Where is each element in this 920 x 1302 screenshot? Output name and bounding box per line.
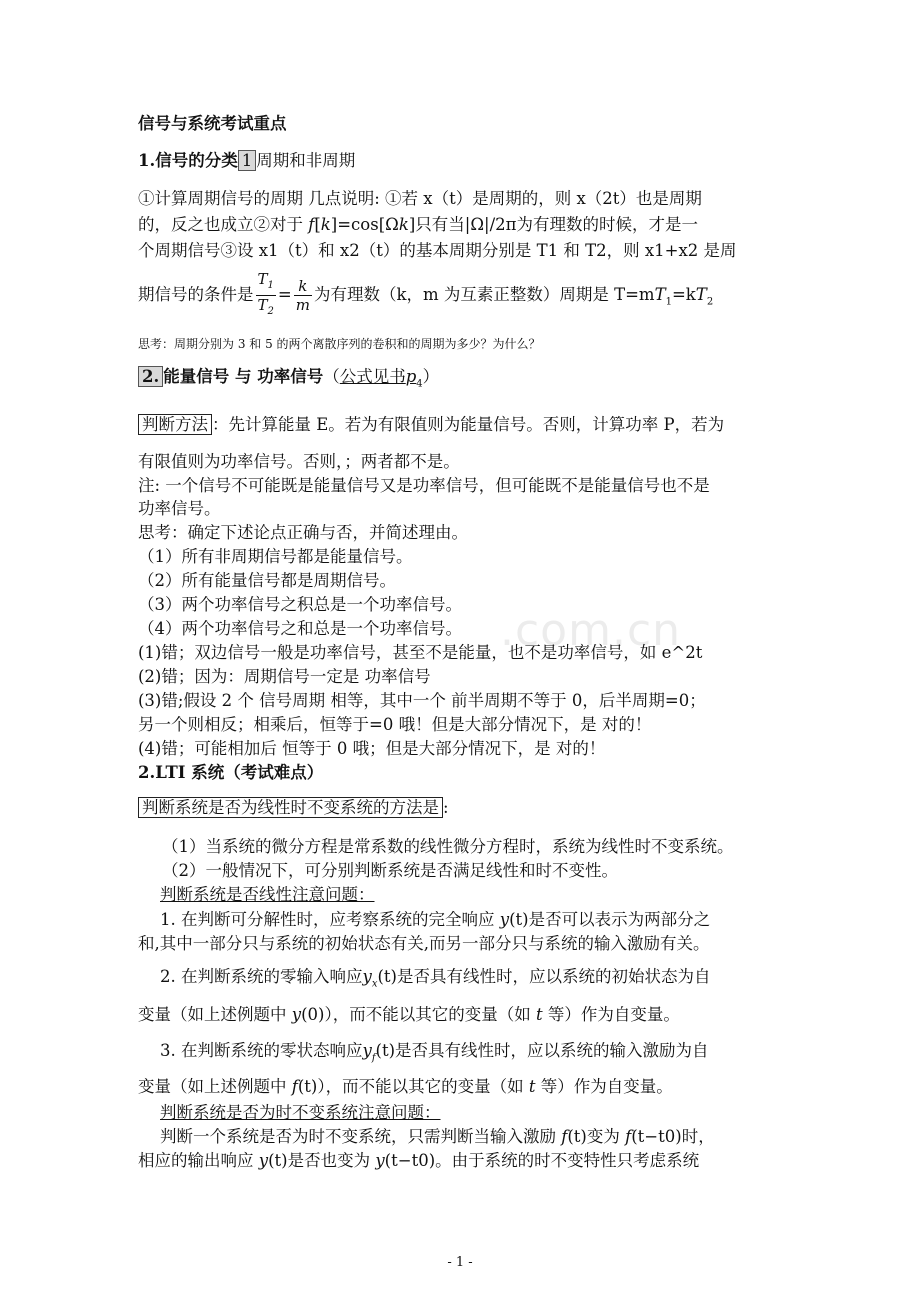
s3-li2d-text: ），而不能以其它的变量（如	[324, 1005, 536, 1024]
s3-li2b-text: 是否具有线性时，应以系统的初始状态为自	[396, 967, 711, 986]
s3-li3c-text: 变量（如上述例题中	[138, 1077, 292, 1096]
s3-li2-t: (t)	[377, 967, 397, 986]
s3-method-colon: :	[443, 798, 449, 817]
frac-k: k	[294, 277, 312, 296]
s2-a2: (2)错；因为：周期信号一定是 功率信号	[138, 667, 431, 686]
s2-note1: 注: 一个信号不可能既是能量信号又是功率信号，但可能既不是能量信号也不是	[138, 476, 710, 495]
s1-line4-T3: T	[695, 285, 707, 304]
s3-li3-t: (t)	[375, 1041, 396, 1060]
s1-line4-T3-sub: 2	[706, 296, 714, 308]
s3-li2c-text: 变量（如上述例题中	[138, 1005, 292, 1024]
section1-number-box: 1	[238, 150, 257, 171]
s3-ti1-ft: (t)	[567, 1127, 587, 1146]
s3-ti1	[160, 1126, 788, 1148]
section1-heading-tail: 周期和非周期	[256, 151, 356, 170]
section2-heading	[138, 364, 788, 397]
s3-li3-y: y	[362, 1041, 372, 1060]
s1-line4	[138, 270, 788, 322]
s3-li3-tvar: t	[528, 1077, 536, 1096]
s3-li2-sub: x	[371, 978, 378, 990]
s3-p1: （1）当系统的微分方程是常系数的线性微分方程时，系统为线性时不变系统。	[162, 837, 734, 856]
s3-li2-y: y	[362, 967, 372, 986]
s2-reference-p: p	[405, 367, 417, 386]
s3-li3e-text: 等）作为自变量。	[535, 1077, 673, 1096]
s3-li2-tvar: t	[535, 1005, 543, 1024]
period-ratio-fraction	[256, 270, 276, 321]
s1-line4-b: 为有理数（k，m 为互素正整数）周期是 T=m	[313, 285, 655, 304]
s3-li2c	[138, 1004, 788, 1026]
s3-li3-ft: (t)	[297, 1077, 318, 1096]
s3-li3-sub: f	[371, 1052, 376, 1064]
s3-ti1a-text: 判断一个系统是否为时不变系统，只需判断当输入激励	[160, 1127, 562, 1146]
s3-ti1b-text: 变为	[586, 1127, 626, 1146]
frac-T1-sub: 1	[267, 280, 274, 291]
s2-a1: (1)错；双边信号一般是功率信号，甚至不是能量，也不是功率信号，如 e^2t	[138, 643, 703, 662]
s3-li3c	[138, 1076, 788, 1098]
s1-line2-b: [	[314, 215, 321, 234]
s3-ti2c-text: 。由于系统的时不变特性只考虑系统	[435, 1151, 700, 1170]
s3-li2a-text: 2. 在判断系统的零输入响应	[160, 967, 363, 986]
s3-ti2a-text: 相应的输出响应	[138, 1151, 259, 1170]
s3-ti2-yt2: (t−t0)	[384, 1151, 436, 1170]
s3-li1c: 和,其中一部分只与系统的初始状态有关,而另一部分只与系统的输入激励有关。	[138, 934, 710, 953]
s2-method-line1	[138, 414, 788, 436]
s3-li1b-text: 是否可以表示为两部分之	[528, 910, 711, 929]
s3-li2a	[160, 966, 788, 995]
s1-line3: 个周期信号③设 x1（t）和 x2（t）的基本周期分别是 T1 和 T2，则 x1+x2 是周	[138, 241, 737, 260]
s3-method-box: 判断系统是否为线性时不变系统的方法是	[138, 797, 443, 818]
section3-heading-b: 系统（考试难点）	[191, 763, 324, 782]
s2-note2: 功率信号。	[138, 499, 221, 518]
s3-ti2	[138, 1150, 788, 1172]
s2-q2: （2）所有能量信号都是周期信号。	[138, 571, 396, 590]
s1-line2-f: f	[308, 215, 315, 234]
s1-line4-c: =k	[671, 285, 696, 304]
section3-heading-a: 2.LTI	[138, 763, 192, 782]
s2-think: 思考：确定下述论点正确与否，并简述理由。	[138, 523, 468, 542]
s3-linear-title: 判断系统是否线性注意问题：	[160, 885, 375, 904]
s3-li1-y: y	[499, 910, 510, 929]
s3-ti2b-text: 是否也变为	[287, 1151, 376, 1170]
s2-reference-text: 公式见书	[339, 367, 406, 386]
s3-li1-t: (t)	[509, 910, 529, 929]
s1-line4-a: 期信号的条件是	[138, 285, 254, 304]
section2-heading-text: 能量信号 与 功率信号	[163, 367, 324, 386]
s1-line2-k: k	[320, 215, 331, 234]
km-fraction	[294, 277, 312, 314]
s2-reference	[339, 367, 423, 390]
s1-line1: ①计算周期信号的周期 几点说明: ①若 x（t）是周期的，则 x（2t）也是周期	[138, 189, 702, 208]
s1-line4-T: T	[654, 285, 666, 304]
frac-T2: T	[257, 296, 268, 314]
s2-a3a: (3)错;假设 2 个 信号周期 相等，其中一个 前半周期不等于 0，后半周期=0；	[138, 691, 706, 710]
s2-q3: （3）两个功率信号之积总是一个功率信号。	[138, 595, 462, 614]
s1-line2-c: ]=cos[Ω	[330, 215, 399, 234]
frac-equals: =	[277, 285, 292, 304]
frac-T2-sub: 2	[267, 306, 274, 317]
s3-ti1-f2: f	[625, 1127, 632, 1146]
s3-ti1-ft2: (t−t0)	[631, 1127, 682, 1146]
s3-p2: （2）一般情况下，可分别判断系统是否满足线性和时不变性。	[162, 861, 618, 880]
s2-reference-sub: 4	[416, 378, 423, 390]
s2-a4: (4)错；可能相加后 恒等于 0 哦；但是大部分情况下，是 对的！	[138, 739, 606, 758]
s3-ti1c-text: 时，	[681, 1127, 715, 1146]
s2-method-line2: 有限值则为功率信号。否则，；两者都不是。	[138, 452, 460, 471]
s2-q4: （4）两个功率信号之和总是一个功率信号。	[138, 619, 462, 638]
s3-ti1-f: f	[561, 1127, 568, 1146]
s2-method-box: 判断方法	[138, 414, 212, 435]
s3-li2-0: (0)	[301, 1005, 325, 1024]
s2-a3b: 另一个则相反；相乘后，恒等于=0 哦！但是大部分情况下，是 对的！	[138, 715, 652, 734]
s1-line2-d: ]只有当|Ω|/2π为有理数的时候，才是一	[408, 215, 698, 234]
s1-line2	[138, 214, 788, 236]
s3-li2-y0: y	[291, 1005, 302, 1024]
document-title: 信号与系统考试重点	[138, 114, 287, 133]
page-number: - 1 -	[447, 1255, 473, 1270]
s3-li3a-text: 3. 在判断系统的零状态响应	[160, 1041, 363, 1060]
s2-method-text1: ：先计算能量 E。若为有限值则为能量信号。否则，计算功率 P，若为	[212, 415, 725, 434]
s1-line4-T-sub: 1	[665, 296, 672, 308]
s3-method-line	[138, 797, 788, 819]
watermark: .com.cn	[500, 605, 682, 656]
s3-ti2-yt: (t)	[268, 1151, 288, 1170]
s3-li3d-text: ），而不能以其它的变量（如	[317, 1077, 529, 1096]
s3-li2e-text: 等）作为自变量。	[542, 1005, 680, 1024]
s3-li3b-text: 是否具有线性时，应以系统的输入激励为自	[395, 1041, 709, 1060]
s1-line2-k2: k	[398, 215, 409, 234]
section3-heading	[138, 762, 788, 784]
frac-m: m	[295, 296, 310, 314]
section2-number-box: 2.	[138, 366, 163, 387]
s2-paren-close: ）	[422, 367, 440, 386]
frac-T1: T	[257, 270, 268, 288]
s2-q1: （1）所有非周期信号都是能量信号。	[138, 547, 413, 566]
s3-ti-title: 判断系统是否为时不变系统注意问题：	[160, 1103, 441, 1122]
s3-ti2-y2: y	[375, 1151, 385, 1170]
s3-li1a-text: 1. 在判断可分解性时，应考察系统的完全响应	[160, 910, 500, 929]
s3-li1a	[160, 909, 788, 931]
s3-ti2-y: y	[258, 1151, 269, 1170]
section1-heading	[138, 150, 788, 172]
section1-heading-text: 1.信号的分类	[138, 151, 238, 170]
s3-li3a	[160, 1040, 788, 1069]
s1-think: 思考：周期分别为 3 和 5 的两个离散序列的卷积和的周期为多少？为什么？	[138, 337, 541, 351]
s3-li3-f: f	[291, 1077, 298, 1096]
s2-paren-open: （	[323, 367, 340, 386]
s1-line2-a: 的，反之也成立②对于	[138, 215, 309, 234]
